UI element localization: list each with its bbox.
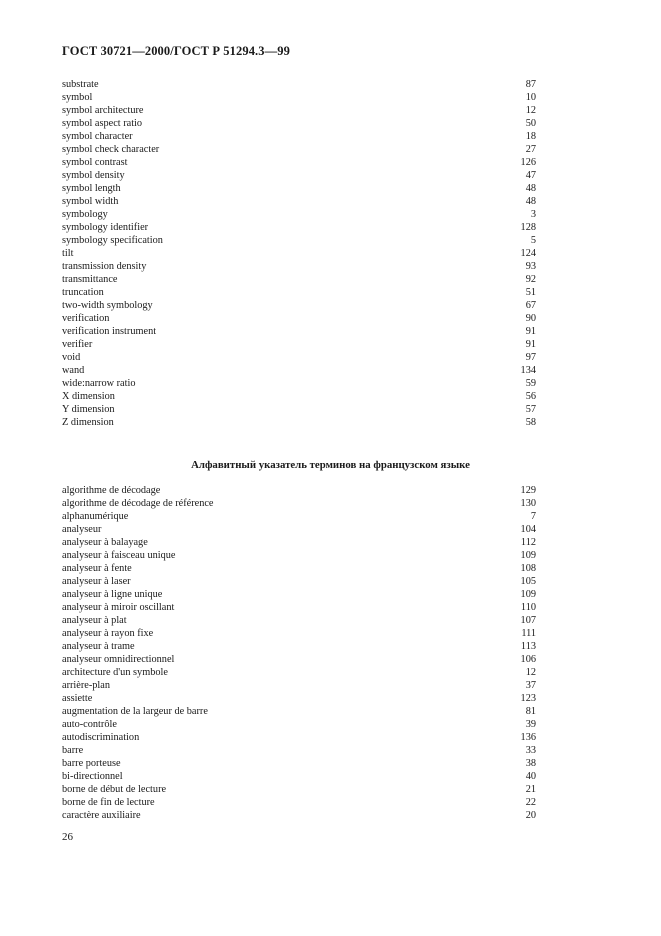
index-entry — [62, 364, 536, 377]
index-page-ref: 3 — [530, 209, 536, 220]
index-page-ref: 33 — [525, 745, 536, 756]
index-entry — [62, 705, 536, 718]
index-page-ref: 111 — [521, 628, 536, 639]
index-term: augmentation de la largeur de barre — [62, 706, 208, 717]
index-entry — [62, 143, 536, 156]
french-index-title: Алфавитный указатель терминов на французском языке — [191, 459, 470, 471]
index-term: symbol check character — [62, 144, 160, 155]
index-entry — [62, 351, 536, 364]
index-term: wide:narrow ratio — [62, 378, 136, 389]
index-page-ref: 48 — [525, 183, 536, 194]
index-term: analyseur à rayon fixe — [62, 628, 154, 639]
index-entry — [62, 588, 536, 601]
index-page-ref: 51 — [525, 287, 536, 298]
index-entry — [62, 783, 536, 796]
index-term: verifier — [62, 339, 93, 350]
index-page-ref: 18 — [525, 131, 536, 142]
index-entry — [62, 403, 536, 416]
index-entry — [62, 286, 536, 299]
index-page-ref: 107 — [520, 615, 536, 626]
index-entry — [62, 523, 536, 536]
index-entry — [62, 614, 536, 627]
index-page-ref: 47 — [525, 170, 536, 181]
french-term-index — [62, 484, 536, 822]
index-page-ref: 109 — [520, 589, 536, 600]
index-term: auto-contrôle — [62, 719, 117, 730]
index-entry — [62, 247, 536, 260]
index-page-ref: 136 — [520, 732, 536, 743]
index-page-ref: 109 — [520, 550, 536, 561]
index-term: two-width symbology — [62, 300, 153, 311]
index-page-ref: 57 — [525, 404, 536, 415]
index-entry — [62, 731, 536, 744]
index-term: analyseur à balayage — [62, 537, 148, 548]
index-entry — [62, 299, 536, 312]
index-entry — [62, 377, 536, 390]
index-page-ref: 113 — [520, 641, 536, 652]
index-term: bi-directionnel — [62, 771, 123, 782]
index-page-ref: 92 — [525, 274, 536, 285]
index-entry — [62, 549, 536, 562]
english-term-index — [62, 78, 536, 429]
index-term: analyseur à fente — [62, 563, 132, 574]
index-term: symbology identifier — [62, 222, 149, 233]
index-term: arrière-plan — [62, 680, 111, 691]
index-entry — [62, 260, 536, 273]
index-page-ref: 126 — [520, 157, 536, 168]
index-entry — [62, 182, 536, 195]
index-entry — [62, 234, 536, 247]
index-page-ref: 12 — [525, 105, 536, 116]
index-entry — [62, 325, 536, 338]
index-term: algorithme de décodage de référence — [62, 498, 214, 509]
index-page-ref: 21 — [525, 784, 536, 795]
index-entry — [62, 744, 536, 757]
index-term: assiette — [62, 693, 93, 704]
index-entry — [62, 796, 536, 809]
index-term: analyseur à laser — [62, 576, 131, 587]
index-page-ref: 20 — [525, 810, 536, 821]
index-term: tilt — [62, 248, 74, 259]
index-page-ref: 5 — [530, 235, 536, 246]
index-term: symbol contrast — [62, 157, 128, 168]
index-term: transmission density — [62, 261, 147, 272]
index-entry — [62, 338, 536, 351]
index-entry — [62, 497, 536, 510]
index-entry — [62, 627, 536, 640]
document-header: ГОСТ 30721—2000/ГОСТ Р 51294.3—99 — [62, 44, 290, 58]
index-term: symbol architecture — [62, 105, 144, 116]
index-page-ref: 59 — [525, 378, 536, 389]
index-entry — [62, 640, 536, 653]
index-entry — [62, 169, 536, 182]
index-term: analyseur à faisceau unique — [62, 550, 176, 561]
index-entry — [62, 718, 536, 731]
index-term: symbol width — [62, 196, 119, 207]
index-entry — [62, 757, 536, 770]
index-page-ref: 93 — [525, 261, 536, 272]
index-page-ref: 58 — [525, 417, 536, 428]
index-entry — [62, 117, 536, 130]
index-term: analyseur à ligne unique — [62, 589, 163, 600]
index-term: X dimension — [62, 391, 115, 402]
index-entry — [62, 416, 536, 429]
index-entry — [62, 484, 536, 497]
index-term: Y dimension — [62, 404, 115, 415]
index-entry — [62, 575, 536, 588]
index-page-ref: 90 — [525, 313, 536, 324]
index-entry — [62, 510, 536, 523]
index-entry — [62, 390, 536, 403]
index-page-ref: 40 — [525, 771, 536, 782]
index-term: analyseur à plat — [62, 615, 127, 626]
index-page-ref: 56 — [525, 391, 536, 402]
index-term: wand — [62, 365, 85, 376]
index-term: symbol character — [62, 131, 133, 142]
index-term: analyseur à trame — [62, 641, 135, 652]
index-entry — [62, 78, 536, 91]
index-page-ref: 91 — [525, 339, 536, 350]
index-page-ref: 106 — [520, 654, 536, 665]
index-term: verification — [62, 313, 110, 324]
index-term: borne de fin de lecture — [62, 797, 155, 808]
index-entry — [62, 679, 536, 692]
index-entry — [62, 692, 536, 705]
index-term: analyseur omnidirectionnel — [62, 654, 175, 665]
index-term: architecture d'un symbole — [62, 667, 168, 678]
index-term: caractère auxiliaire — [62, 810, 141, 821]
index-entry — [62, 273, 536, 286]
index-entry — [62, 536, 536, 549]
index-page-ref: 130 — [520, 498, 536, 509]
index-term: transmittance — [62, 274, 118, 285]
index-page-ref: 50 — [525, 118, 536, 129]
index-page-ref: 108 — [520, 563, 536, 574]
index-term: symbology — [62, 209, 108, 220]
index-page-ref: 48 — [525, 196, 536, 207]
index-term: truncation — [62, 287, 104, 298]
index-term: symbol density — [62, 170, 125, 181]
index-entry — [62, 104, 536, 117]
index-entry — [62, 770, 536, 783]
index-entry — [62, 221, 536, 234]
index-entry — [62, 312, 536, 325]
index-term: barre porteuse — [62, 758, 121, 769]
index-term: symbol — [62, 92, 93, 103]
index-term: autodiscrimination — [62, 732, 140, 743]
index-term: algorithme de décodage — [62, 485, 161, 496]
index-entry — [62, 666, 536, 679]
index-page-ref: 97 — [525, 352, 536, 363]
index-term: symbol length — [62, 183, 121, 194]
index-entry — [62, 130, 536, 143]
index-entry — [62, 601, 536, 614]
index-page-ref: 134 — [520, 365, 536, 376]
index-term: symbology specification — [62, 235, 163, 246]
index-entry — [62, 562, 536, 575]
index-entry — [62, 195, 536, 208]
index-entry — [62, 653, 536, 666]
index-entry — [62, 156, 536, 169]
index-term: symbol aspect ratio — [62, 118, 143, 129]
index-entry — [62, 91, 536, 104]
index-page-ref: 22 — [525, 797, 536, 808]
index-page-ref: 110 — [520, 602, 536, 613]
index-page-ref: 124 — [520, 248, 536, 259]
index-term: barre — [62, 745, 84, 756]
index-page-ref: 7 — [530, 511, 536, 522]
index-page-ref: 87 — [525, 79, 536, 90]
index-page-ref: 123 — [520, 693, 536, 704]
index-term: verification instrument — [62, 326, 157, 337]
index-page-ref: 39 — [525, 719, 536, 730]
index-term: alphanumérique — [62, 511, 129, 522]
page-number: 26 — [62, 831, 73, 843]
index-page-ref: 37 — [525, 680, 536, 691]
index-term: borne de début de lecture — [62, 784, 167, 795]
index-page-ref: 129 — [520, 485, 536, 496]
index-term: substrate — [62, 79, 99, 90]
index-page-ref: 91 — [525, 326, 536, 337]
index-page-ref: 104 — [520, 524, 536, 535]
index-entry — [62, 809, 536, 822]
index-page-ref: 112 — [520, 537, 536, 548]
index-page-ref: 67 — [525, 300, 536, 311]
index-page-ref: 27 — [525, 144, 536, 155]
index-term: void — [62, 352, 81, 363]
index-page-ref: 12 — [525, 667, 536, 678]
index-term: Z dimension — [62, 417, 114, 428]
index-page-ref: 10 — [525, 92, 536, 103]
index-page-ref: 38 — [525, 758, 536, 769]
index-page-ref: 128 — [520, 222, 536, 233]
index-entry — [62, 208, 536, 221]
index-term: analyseur — [62, 524, 102, 535]
index-page-ref: 105 — [520, 576, 536, 587]
index-term: analyseur à miroir oscillant — [62, 602, 175, 613]
index-page-ref: 81 — [525, 706, 536, 717]
